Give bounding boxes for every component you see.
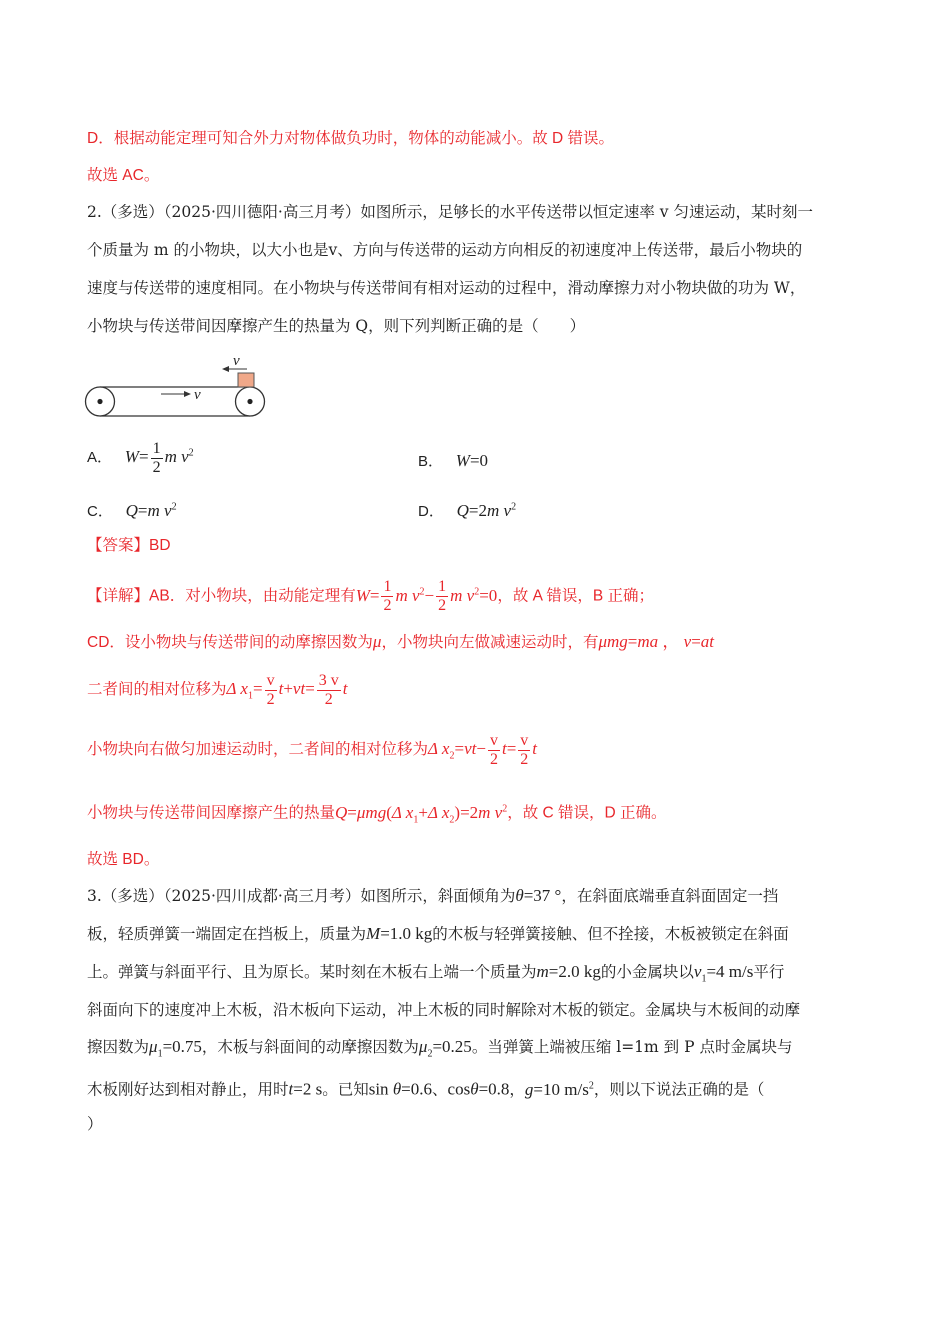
prev-choice: 故选 AC。: [87, 167, 160, 184]
q3-line7: ）: [87, 1115, 103, 1133]
q2-line3: 速度与传送带的速度相同。在小物块与传送带间有相对运动的过程中，滑动摩擦力对小物块做的功为 W，: [87, 279, 806, 297]
option-c[interactable]: C． Q=m $v^2$: [87, 501, 177, 520]
option-d[interactable]: D． Q=2m $v^2$: [418, 501, 517, 520]
prev-option-d: D．根据动能定理可知合外力对物体做负功时，物体的动能减小。故 D 错误。: [87, 130, 615, 147]
q3-line1: 3.（多选）（2025·四川成都·高三月考）如图所示，斜面倾角为θ=37 °，在斜面底端垂直斜面固定一挡: [87, 886, 779, 905]
detail-cd: CD．设小物块与传送带间的动摩擦因数为μ，小物块向左做减速运动时，有μmg=ma ， v=at: [87, 632, 715, 651]
relative-displacement-right: 小物块向右做匀加速运动时，二者间的相对位移为Δ $x_2=vt-$ $\frac{v}{2}$ t= $\frac{v}{2}$ t: [87, 731, 538, 768]
q3-line6: 木板刚好达到相对静止，用时t=2 s。已知sin θ=0.6、cosθ=0.8，g=10 $m/s^2$，则以下说法正确的是（: [87, 1079, 765, 1099]
conveyor-belt-figure: [83, 350, 273, 422]
q2-line4: 小物块与传送带间因摩擦产生的热量为 Q，则下列判断正确的是（ ）: [87, 317, 586, 335]
q3-line5: 擦因数为$\mu_1=0.75$，木板与斜面间的动摩擦因数为$\mu_2=0.25$。当弹簧上端被压缩 l=1m 到 P 点时金属块与: [87, 1037, 793, 1060]
heat-line: 小物块与传送带间因摩擦产生的热量Q=μmg(Δ $x_1+\Delta$ $x_2)=2m$ $v^2$，故 C 错误，D 正确。: [87, 802, 667, 826]
relative-displacement-left: 二者间的相对位移为Δ $x_1=$ $\frac{v}{2}$ t+vt= $\frac{3 v}{2}$ t: [87, 671, 348, 708]
option-b[interactable]: B． W=0: [418, 451, 489, 470]
belt-velocity-label: v: [194, 387, 201, 403]
block: [238, 373, 254, 387]
q3-line4: 斜面向下的速度冲上木板，沿木板向下运动，冲上木板的同时解除对木板的锁定。金属块与木板间的动摩: [87, 1001, 801, 1019]
detail-ab: 【详解】AB．对小物块，由动能定理有W= $\frac{1}{2}$ m $v^2-$ $\frac{1}{2}$ m $v^2=0$，故 A 错误，B 正确；: [87, 578, 655, 615]
q2-line1: 2.（多选）（2025·四川德阳·高三月考）如图所示，足够长的水平传送带以恒定速率 v 匀速运动，某时刻一: [87, 203, 813, 221]
q3-line3: 上。弹簧与斜面平行、且为原长。某时刻在木板右上端一个质量为m=2.0 kg的小金属块以$v_1=4$ m/s平行: [87, 962, 785, 985]
answer: 【答案】BD: [87, 537, 171, 554]
q2-choice: 故选 BD。: [87, 851, 160, 868]
block-velocity-label: v: [233, 353, 240, 369]
q2-line2: 个质量为 m 的小物块，以大小也是v、方向与传送带的运动方向相反的初速度冲上传送带，最后小物块的: [87, 241, 803, 259]
q3-line2: 板，轻质弹簧一端固定在挡板上，质量为M=1.0 kg的木板与轻弹簧接触、但不拴接，木板被锁定在斜面: [87, 924, 789, 943]
option-a[interactable]: A． W= $\frac{1}{2}$ m $v^2$: [87, 440, 194, 476]
